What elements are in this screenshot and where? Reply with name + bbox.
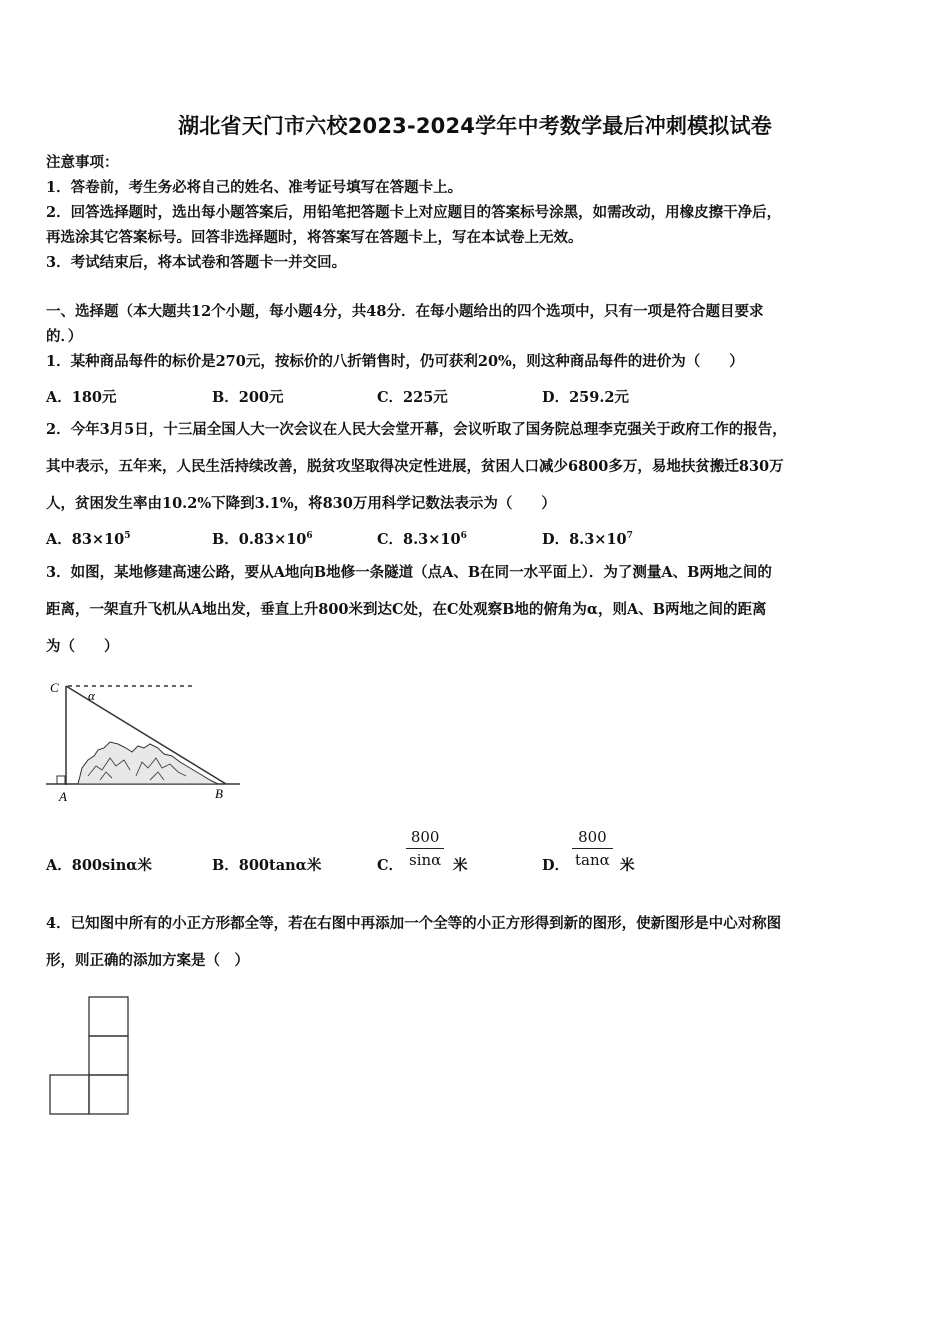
q1-option-d: D．259.2元: [542, 389, 629, 406]
notice-item: 1．答卷前，考生务必将自己的姓名、准考证号填写在答题卡上。: [46, 179, 463, 196]
q2-option-d: D．$8.3\times 10^7$: [542, 531, 633, 548]
question-4-stem-cont: 形，则正确的添加方案是（ ）: [46, 952, 249, 969]
notice-heading: 注意事项：: [46, 154, 119, 171]
question-3-stem: 3．如图，某地修建高速公路，要从A地向B地修一条隧道（点A、B在同一水平面上）．为了测量A、B两地之间的: [46, 564, 772, 581]
notice-item: 3．考试结束后，将本试卷和答题卡一并交回。: [46, 254, 347, 271]
q1-option-a: A．180元: [46, 389, 117, 406]
q3-option-b: B．800tanα米: [212, 857, 322, 874]
question-4-stem: 4．已知图中所有的小正方形都全等，若在右图中再添加一个全等的小正方形得到新的图形，使新图形是中心对称图: [46, 915, 782, 932]
q2-option-c: C．$8.3\times 10^6$: [377, 531, 467, 548]
question-2-stem-cont: 其中表示，五年来，人民生活持续改善，脱贫攻坚取得决定性进展，贫困人口减少6800多万，易地扶贫搬迁830万: [46, 458, 784, 475]
q1-option-b: B．200元: [212, 389, 284, 406]
tunnel-figure: [40, 672, 250, 807]
question-3-stem-cont: 距离，一架直升飞机从A地出发，垂直上升800米到达C处，在C处观察B地的俯角为α，则A、B两地之间的距离: [46, 601, 767, 618]
question-1-stem: 1．某种商品每件的标价是270元，按标价的八折销售时，仍可获利20%，则这种商品每件的进价为（ ）: [46, 353, 744, 370]
squares-figure: [48, 996, 132, 1118]
q3-option-d-prefix: D．: [542, 857, 570, 874]
q3-option-d-fraction: $\frac{800}{\tan\alpha}$: [572, 828, 613, 869]
label-b: B: [215, 786, 223, 801]
label-c: C: [50, 680, 59, 695]
question-1-options: [46, 386, 906, 408]
question-2-stem: 2．今年3月5日，十三届全国人大一次会议在人民大会堂开幕，会议听取了国务院总理李克强关于政府工作的报告，: [46, 421, 787, 438]
q3-option-a: A．800sinα米: [46, 857, 152, 874]
question-2-stem-cont: 人，贫困发生率由10.2%下降到3.1%，将830万用科学记数法表示为（ ）: [46, 495, 556, 512]
q2-option-b: B．$0.83\times 10^6$: [212, 531, 313, 548]
section-heading-cont: 的．）: [46, 328, 83, 345]
q3-option-c-unit: 米: [453, 857, 468, 874]
label-a: A: [59, 789, 67, 804]
q3-option-c-fraction: $\frac{800}{\sin\alpha}$: [406, 828, 444, 869]
notice-item: 再选涂其它答案标号。回答非选择题时，将答案写在答题卡上，写在本试卷上无效。: [46, 229, 583, 246]
question-2-options: [46, 528, 906, 550]
question-3-stem-cont: 为（ ）: [46, 638, 119, 655]
q3-option-d-unit: 米: [620, 857, 635, 874]
section-heading: 一、选择题（本大题共12个小题，每小题4分，共48分．在每小题给出的四个选项中，只有一项是符合题目要求: [46, 303, 764, 320]
page-title: 湖北省天门市六校2023-2024学年中考数学最后冲刺模拟试卷: [178, 114, 772, 138]
notice-item: 2．回答选择题时，选出每小题答案后，用铅笔把答题卡上对应题目的答案标号涂黑，如需改动，用橡皮擦干净后，: [46, 204, 782, 221]
q1-option-c: C．225元: [377, 389, 448, 406]
question-3-options: [46, 854, 906, 876]
label-alpha: α: [88, 688, 95, 703]
q2-option-a: A．$83\times 10^5$: [46, 531, 131, 548]
q3-option-c-prefix: C．: [377, 857, 404, 874]
